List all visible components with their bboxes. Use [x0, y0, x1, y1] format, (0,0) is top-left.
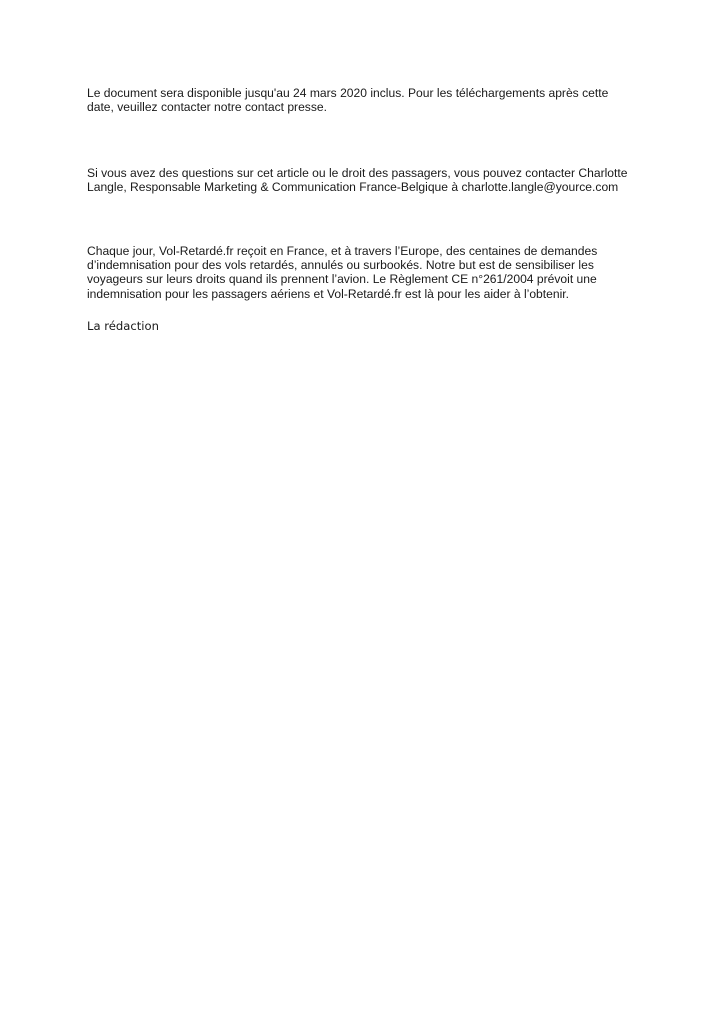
paragraph-line: Le document sera disponible jusqu'au 24 mars 2020 inclus. Pour les téléchargements après cette [87, 86, 609, 100]
availability-paragraph [87, 86, 647, 114]
signature: La rédaction [87, 319, 159, 333]
paragraph-line: voyageurs sur leurs droits quand ils prennent l’avion. Le Règlement CE n°261/2004 prévoit une [87, 272, 597, 287]
paragraph-line: Langle, Responsable Marketing & Communication France-Belgique à charlotte.langle@yource.com [87, 180, 619, 195]
paragraph-line: Chaque jour, Vol-Retardé.fr reçoit en France, et à travers l’Europe, des centaines de demandes [87, 244, 598, 258]
paragraph-line: d’indemnisation pour des vols retardés, annulés ou surbookés. Notre but est de sensibiliser les [87, 258, 594, 273]
about-paragraph [87, 244, 647, 301]
paragraph-line: indemnisation pour les passagers aériens et Vol-Retardé.fr est là pour les aider à l’obtenir. [87, 286, 570, 301]
paragraph-line: Si vous avez des questions sur cet article ou le droit des passagers, vous pouvez contacter Charlotte [87, 166, 628, 180]
contact-paragraph [87, 166, 647, 194]
paragraph-line: date, veuillez contacter notre contact presse. [87, 100, 327, 115]
